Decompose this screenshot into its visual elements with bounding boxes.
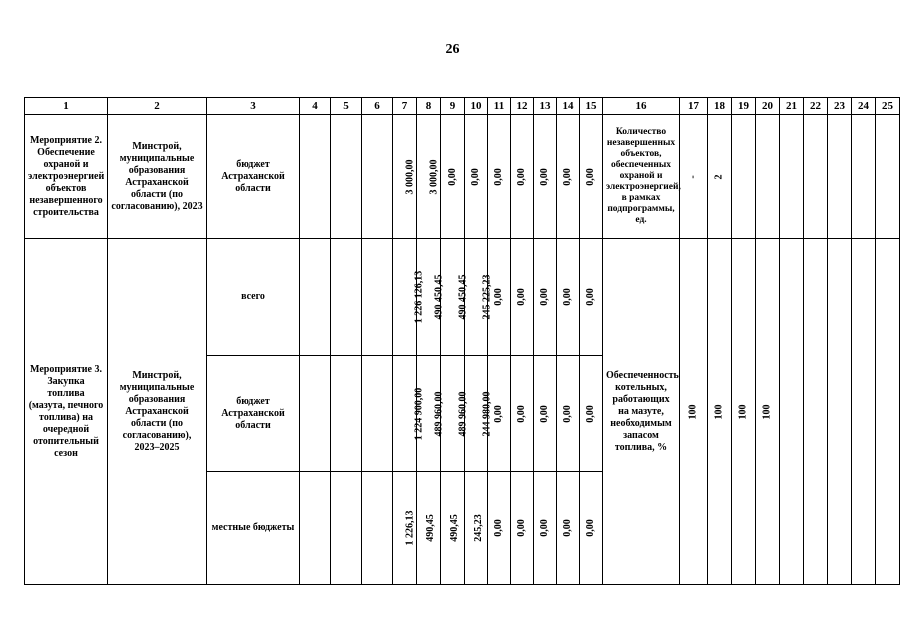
header-cell: 9 [441,98,465,115]
value-c11: 0,00 [493,519,504,537]
empty-cell [331,115,362,239]
empty-cell [876,115,900,239]
header-cell: 3 [207,98,300,115]
value-c13: 0,00 [539,404,550,423]
empty-cell [876,239,900,585]
header-cell: 16 [603,98,680,115]
empty-cell [300,472,331,585]
value-c7: 1 226 126,13 [413,270,425,324]
empty-cell [780,115,804,239]
empty-cell [362,239,393,356]
value-c12: 0,00 [516,167,527,186]
event2-executor: Минстрой, муниципальные образования Астраханской области (по согласованию), 2023 [108,115,207,239]
header-cell: 6 [362,98,393,115]
header-cell: 24 [852,98,876,115]
value-c17: - [687,174,699,179]
event3-source: бюджет Астраханской области [207,356,300,472]
value-c10: 245 225,23 [481,274,493,320]
empty-cell [300,115,331,239]
value-c14: 0,00 [562,288,573,306]
header-cell: 17 [680,98,708,115]
program-table [24,97,900,585]
empty-cell [300,356,331,472]
value-c10: 245,23 [472,514,484,542]
empty-cell [828,115,852,239]
event3-source: всего [207,239,300,356]
value-c9: 489 960,00 [457,391,469,436]
header-cell: 22 [804,98,828,115]
header-cell: 20 [756,98,780,115]
value-c7: 1 226,13 [404,510,416,546]
empty-cell [362,356,393,472]
value-c14: 0,00 [562,519,573,537]
header-cell: 14 [557,98,580,115]
empty-cell [852,239,876,585]
event2-indicator: Количество незавершенных объектов, обеспеченных охраной и электроэнергией, в рамках подпрограммы, ед. [603,115,680,239]
empty-cell [780,239,804,585]
value-c10: 0,00 [470,167,481,186]
header-cell: 25 [876,98,900,115]
value-c11: 0,00 [493,288,504,306]
value-c7: 3 000,00 [404,159,416,194]
event3-executor: Минстрой, муниципальные образования Астраханской области (по согласованию), 2023–2025 [108,239,207,585]
empty-cell [852,115,876,239]
header-cell: 10 [465,98,488,115]
empty-cell [331,472,362,585]
value-c12: 0,00 [516,288,527,306]
value-c14: 0,00 [562,167,573,186]
header-cell: 21 [780,98,804,115]
page-number: 26 [445,42,460,57]
value-c9: 490,45 [448,514,460,542]
value-c15: 0,00 [585,404,596,423]
value-c18: 2 [713,174,725,179]
empty-cell [331,356,362,472]
header-cell: 5 [331,98,362,115]
header-cell: 11 [488,98,511,115]
event2-name: Мероприятие 2. Обеспечение охраной и электроэнергией объектов незавершенного строительства [25,115,108,239]
header-cell: 7 [393,98,417,115]
value-c13: 0,00 [539,519,550,537]
header-cell: 18 [708,98,732,115]
value-c15: 0,00 [585,519,596,537]
value-c15: 0,00 [585,167,596,186]
header-cell: 8 [417,98,441,115]
value-c13: 0,00 [539,167,550,186]
value-c17: 100 [687,404,699,419]
header-cell: 2 [108,98,207,115]
value-c13: 0,00 [539,288,550,306]
value-c18: 100 [713,404,725,419]
header-cell: 4 [300,98,331,115]
header-row [25,98,900,115]
header-cell: 12 [511,98,534,115]
value-c7: 1 224 900,00 [413,387,425,440]
value-c20: 100 [761,404,773,419]
header-cell: 15 [580,98,603,115]
empty-cell [331,239,362,356]
value-c8: 490,45 [424,514,436,542]
event3-source: местные бюджеты [207,472,300,585]
event3-indicator: Обеспеченность котельных, работающих на мазуте, необходимым запасом топлива, % [603,239,680,585]
event2-row [25,115,900,239]
value-c12: 0,00 [516,519,527,537]
header-cell: 1 [25,98,108,115]
empty-cell [804,115,828,239]
empty-cell [362,472,393,585]
value-c8: 3 000,00 [428,159,440,194]
event3-name: Мероприятие 3. Закупка топлива (мазута, печного топлива) на очередной отопительный сезон [25,239,108,585]
value-c15: 0,00 [585,288,596,306]
value-c14: 0,00 [562,404,573,423]
event2-source: бюджет Астраханской области [207,115,300,239]
event3-row-total [25,239,900,356]
header-cell: 19 [732,98,756,115]
empty-cell [804,239,828,585]
value-c12: 0,00 [516,404,527,423]
value-c11: 0,00 [493,404,504,423]
value-c8: 489 960,00 [433,391,445,436]
empty-cell [300,239,331,356]
header-cell: 13 [534,98,557,115]
value-c9: 0,00 [446,167,458,186]
value-c9: 490 450,45 [457,274,469,320]
header-cell: 23 [828,98,852,115]
empty-cell [732,115,756,239]
empty-cell [756,115,780,239]
value-c10: 244 980,00 [481,391,493,436]
empty-cell [362,115,393,239]
empty-cell [828,239,852,585]
value-c8: 490 450,45 [433,274,445,320]
value-c11: 0,00 [493,167,504,186]
value-c19: 100 [737,404,749,419]
